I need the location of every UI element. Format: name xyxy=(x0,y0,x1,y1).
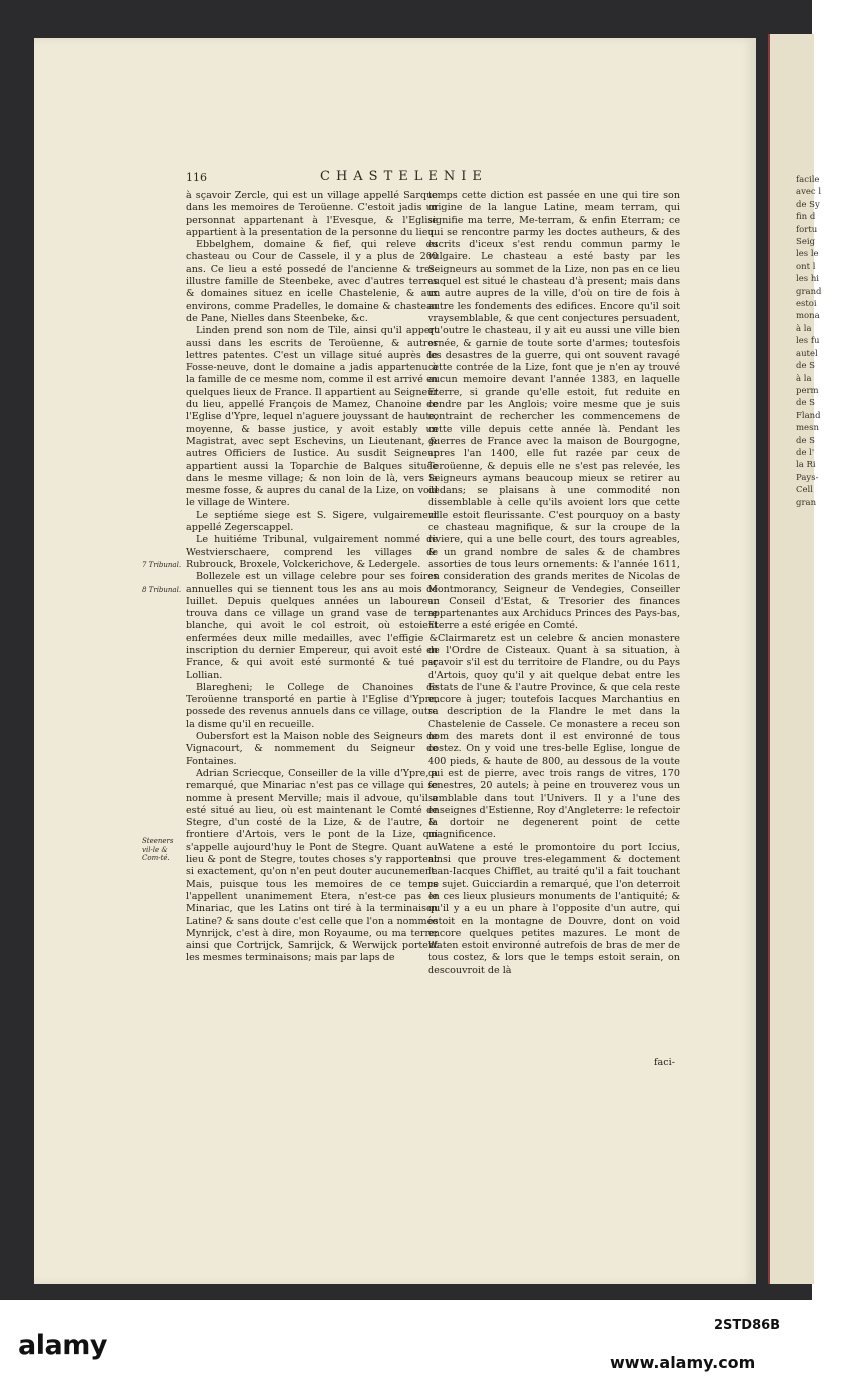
facing-line: la Ri xyxy=(796,460,816,471)
facing-line: avec l xyxy=(796,187,822,198)
facing-line: de S xyxy=(796,398,815,409)
facing-line: facile xyxy=(796,175,820,185)
facing-line: à la xyxy=(796,323,812,334)
facing-line: estoi xyxy=(796,299,817,310)
margin-note-7-tribunal: 7 Tribunal. xyxy=(142,561,182,569)
watermark-bar xyxy=(0,1300,812,1390)
page-number: 116 xyxy=(186,171,207,184)
right-text-column xyxy=(428,190,680,977)
margin-note-8-tribunal: 8 Tribunal. xyxy=(142,586,182,594)
paragraph: Linden prend son nom de Tile, ainsi qu'il appert aussi dans les escrits de Teroüenne, & autres lettres patentes. C'est un village situé auprès de Fosse-neuve, dont le domaine a jadis appartenu à la famille de ce mesme nom, comme il est arrivé en quelques lieux de France. Il appartient au Seigneur du lieu, appellé François de Mamez, Chanoine de l'Eglise d'Ypre, lequel n'aguere jouyssant de haute, moyenne, & basse justice, y avoit estably un Magistrat, avec sept Eschevins, un Lieutenant, & autres Officiers de Iustice. Au susdit Seigneur appartient aussi la Toparchie de Balques située dans le mesme village; & non loin de là, vers la mesme fosse, & aupres du canal de la Lize, on void le village de Wintere. xyxy=(186,325,438,509)
paragraph: Oubersfort est la Maison noble des Seigneurs de Vignacourt, & nommement du Seigneur de Fontaines. xyxy=(186,731,438,767)
facing-line: Pays- xyxy=(796,472,819,483)
paragraph: Adrian Scriecque, Conseiller de la ville d'Ypre, a remarqué, que Minariac n'est pas ce village qui se nomme à present Merville; mais il advoue, qu'il a esté situé au lieu, où est maintenant le Comté de Stegre, d'un costé de la Lize, & de l'autre, la frontiere d'Artois, vers le pont de la Lize, qui s'appelle aujourd'huy le Pont de Stegre. Quant au lieu & pont de Stegre, toutes choses s'y rapportent si exactement, qu'on n'en peut douter aucunement. Mais, puisque tous les memoires de ce temps l'appellent unanimement Etera, n'est-ce pas le Minariac, que les Latins ont tiré à la terminaison Latine? & sans doute c'est celle que l'on a nommée Mynrijck, c'est à dire, mon Royaume, ou ma terre; ainsi que Cortrijck, Samrijck, & Werwijck portent les mesmes terminaisons; mais par laps de xyxy=(186,767,438,964)
facing-page-edge xyxy=(768,34,822,1284)
paragraph: Blaregheni; le College de Chanoines de Teroüenne transporté en partie à l'Eglise d'Ypre, possede des revenus annuels dans ce village, outre la disme qu'il en recueille. xyxy=(186,681,438,730)
facing-line: perm xyxy=(796,385,819,396)
running-title: CHASTELENIE xyxy=(320,169,488,184)
facing-line: grand xyxy=(796,286,822,297)
facing-line: mesn xyxy=(796,423,819,434)
catchword: faci- xyxy=(654,1057,675,1068)
paragraph: à sçavoir Zercle, qui est un village appellé Sarque dans les memoires de Teroüenne. C'estoit jadis un personnat appartenant à l'Evesque, & l'Eglise appartient à la presentation de la personne du lieu. xyxy=(186,190,438,238)
facing-line: Seig xyxy=(796,237,816,248)
paragraph: Bollezele est un village celebre pour ses foires annuelles qui se tiennent tous les ans au mois de Iuillet. Depuis quelques années un laboureur trouva dans ce village un grand vase de terre blanche, qui avoit le col estroit, où estoient enfermées deux mille medailles, avec l'effigie & inscription du dernier Empereur, qui avoit esté en France, & qui avoit esté surmonté & tué par Lollian. xyxy=(186,571,438,681)
facing-page-text xyxy=(796,174,856,509)
facing-line: mona xyxy=(796,311,820,322)
facing-line: Cell xyxy=(796,485,813,496)
facing-line: les le xyxy=(796,249,819,260)
left-text-column xyxy=(186,190,438,965)
paragraph: Le huitiéme Tribunal, vulgairement nommé de Westvierschaere, comprend les villages de Rubrouck, Broxele, Volckerichove, & Ledergele. xyxy=(186,534,438,570)
paragraph: Clairmaretz est un celebre & ancien monastere de l'Ordre de Cisteaux. Quant à sa situation, à sçavoir s'il est du territoire de Flandre, ou du Pays d'Artois, quoy qu'il y ait quelque debat entre les Estats de l'une & l'autre Province, & que cela reste encore à juger; toutefois Iacques Marchantius en sa description de la Flandre le met dans la Chastelenie de Cassele. Ce monastere a receu son nom des marets dont il est environné de tous costez. On y void une tres-belle Eglise, longue de 400 pieds, & haute de 800, au dessous de la voute qui est de pierre, avec trois rangs de vitres, 170 fenestres, 20 autels; à peine en trouverez vous un semblable dans tout l'Univers. Il y a l'une des enseignes d'Estienne, Roy d'Angleterre: le refectoir & dortoir ne degenerent point de cette magnificence. xyxy=(428,632,680,841)
image-id: 2STD86B xyxy=(714,1318,781,1333)
alamy-logo: alamy xyxy=(18,1330,107,1361)
facing-line: fin d xyxy=(796,212,816,223)
paragraph: Ebbelghem, domaine & fief, qui releve du chasteau ou Cour de Cassele, il y a plus de 200 ans. Ce lieu a esté possedé de l'ancienne & tres-illustre famille de Steenbeke, avec d'autres terres & domaines situez en icelle Chastelenie, & aux environs, comme Pradelles, le domaine & chasteau de Pane, Nielles dans Steenbeke, &c. xyxy=(186,239,438,324)
facing-line: de Sy xyxy=(796,199,820,210)
margin-note-steeners: Steeners vil-le & Com-té. xyxy=(142,837,174,862)
facing-line: fortu xyxy=(796,224,818,235)
facing-line: gran xyxy=(796,497,817,508)
paragraph: temps cette diction est passée en une qui tire son origine de la langue Latine, meam terram, qui signifie ma terre, Me-terram, & enfin Eterram; ce qui se rencontre parmy les doctes autheurs, & des escrits d'iceux s'est rendu commun parmy le vulgaire. Le chasteau a esté basty par les Seigneurs au sommet de la Lize, non pas en ce lieu auquel est situé le chasteau d'à present; mais dans un autre aupres de la ville, d'où on tire de fois à autre les fondements des edifices. Encore qu'il soit vraysemblable, & que cent conjectures persuadent, qu'outre le chasteau, il y ait eu aussi une ville bien ornée, & garnie de toute sorte d'armes; toutesfois les desastres de la guerre, qui ont souvent ravagé cette contrée de la Lize, font que je n'en ay trouvé aucun memoire devant l'année 1383, en laquelle Eterre, si grande qu'elle estoit, fut reduite en cendre par les Anglois; voire mesme que je suis contraint de rechercher les commencemens de cette ville depuis cette année là. Pendant les guerres de France avec la maison de Bourgogne, apres l'an 1400, elle fut razée par ceux de Teroüenne, & depuis elle ne s'est pas relevée, les Seigneurs aymans beaucoup mieux se retirer au dedans; se plaisans à une commodité non dissemblable à celle qu'ils avoient lors que cette ville estoit fleurissante. C'est pourquoy on a basty ce chasteau magnifique, & sur la croupe de la riviere, qui a une belle court, des tours agreables, & un grand nombre de sales & de chambres assorties de tous leurs ornements: & l'année 1611, en consideration des grands merites de Nicolas de Montmorancy, Seigneur de Vendegies, Conseiller au Conseil d'Estat, & Tresorier des finances appartenantes aux Archiducs Princes des Pays-bas, Eterre a esté erigée en Comté. xyxy=(428,190,680,632)
page-header xyxy=(186,169,686,189)
facing-line: ont l xyxy=(796,261,816,272)
facing-line: autel xyxy=(796,348,818,359)
facing-line: les hi xyxy=(796,274,820,285)
facing-line: de S xyxy=(796,361,815,372)
paragraph: Le septiéme siege est S. Sigere, vulgairement appellé Zegerscappel. xyxy=(186,509,438,534)
facing-line: les fu xyxy=(796,336,820,347)
facing-line: Fland xyxy=(796,410,821,421)
watermark-url: www.alamy.com xyxy=(610,1353,756,1372)
paragraph: Watene a esté le promontoire du port Iccius, ainsi que prouve tres-elegamment & doctement Iean-Iacques Chifflet, au traité qu'il a fait touchant ce sujet. Guicciardin a remarqué, que l'on deterroit en ces lieux plusieurs monuments de l'antiquité; & qu'il y a eu un phare à l'opposite d'un autre, qui estoit en la montagne de Douvre, dont on void encore quelques petites mazures. Le mont de Waten estoit environné autrefois de bras de mer de tous costez, & lors que le temps estoit serain, on descouvroit de là xyxy=(428,841,680,976)
facing-line: de l' xyxy=(796,447,815,458)
facing-line: de S xyxy=(796,435,815,446)
facing-line: à la xyxy=(796,373,812,384)
